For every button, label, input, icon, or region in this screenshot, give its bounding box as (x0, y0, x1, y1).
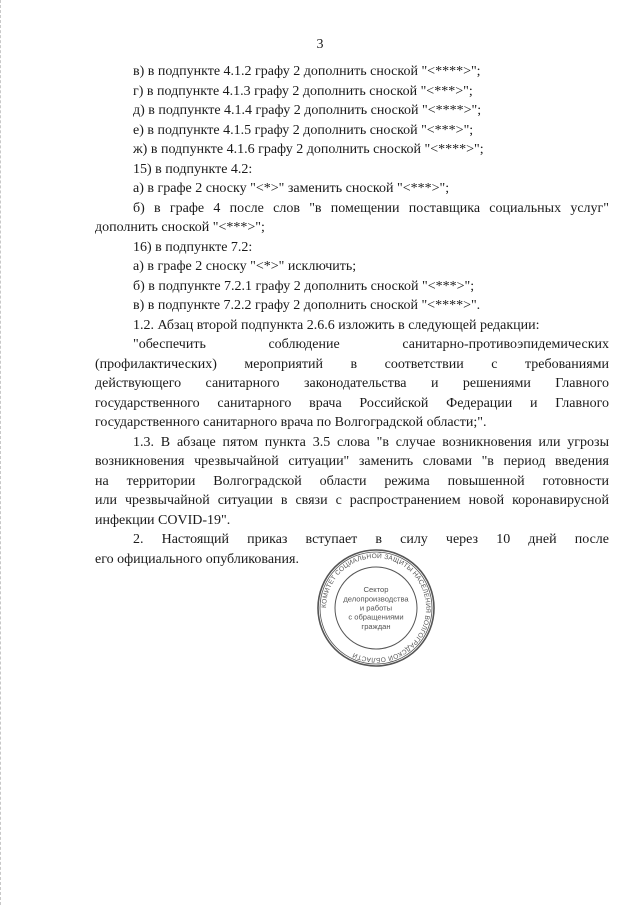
quoted-text: государственного санитарного врача по Волгоградской области;". (95, 415, 487, 430)
paragraph-1-3-text: или чрезвычайной ситуации в связи с распространением новой коронавирусной (95, 493, 609, 508)
paragraph-1-3-text: на территории Волгоградской области режима повышенной готовности (95, 473, 609, 489)
stamp-inner-line: Сектор (363, 585, 389, 595)
stamp-inner-line: с обращениями (348, 612, 404, 622)
amendment-line: дополнить сноской "<***>"; (95, 220, 265, 235)
paragraph-2-text: его официального опубликования. (95, 551, 299, 567)
official-stamp (316, 548, 436, 668)
amendment-line: в) в подпункте 4.1.2 графу 2 дополнить сноской "<****>"; (133, 64, 481, 79)
paragraph-1-3-text: 1.3. В абзаце пятом пункта 3.5 слова "в случае возникновения или угрозы (133, 434, 609, 450)
quoted-text: действующего санитарного законодательства и решениями Главного (95, 376, 609, 391)
scan-edge-marks (0, 0, 4, 905)
paragraph-1-3-text: возникновения чрезвычайной ситуации" заменить словами "в период введения (95, 454, 609, 469)
page-number: 3 (316, 37, 324, 52)
paragraph-1-3-text: инфекции COVID-19". (95, 512, 231, 528)
stamp-inner-line: и работы (359, 603, 393, 613)
amendment-line: ж) в подпункте 4.1.6 графу 2 дополнить сноской "<****>"; (133, 142, 484, 157)
subsection-heading: 15) в подпункте 4.2: (133, 161, 253, 177)
stamp-inner-line: граждан (361, 621, 391, 631)
quoted-text: государственного санитарного врача Российской Федерации и Главного (95, 395, 609, 411)
paragraph-1-2-lead: 1.2. Абзац второй подпункта 2.6.6 изложить в следующей редакции: (133, 317, 540, 333)
amendment-line: а) в графе 2 сноску "<*>" исключить; (133, 259, 357, 274)
quoted-text: "обеспечить соблюдение санитарно-противоэпидемических (133, 337, 609, 352)
subsection-heading: 16) в подпункте 7.2: (133, 239, 253, 255)
quoted-text: (профилактических) мероприятий в соответствии с требованиями (95, 356, 609, 372)
amendment-line: г) в подпункте 4.1.3 графу 2 дополнить сноской "<***>"; (133, 83, 473, 99)
amendment-line: а) в графе 2 сноску "<*>" заменить сноской "<***>"; (133, 181, 450, 196)
paragraph-2-text: 2. Настоящий приказ вступает в силу через 10 дней после (133, 532, 609, 547)
amendment-line: б) в подпункте 7.2.1 графу 2 дополнить сноской "<***>"; (133, 278, 475, 294)
stamp-inner-line: делопроизводства (343, 594, 409, 604)
stamp-ring-text: КОМИТЕТ СОЦИАЛЬНОЙ ЗАЩИТЫ НАСЕЛЕНИЯ ВОЛГОГРАДСКОЙ ОБЛАСТИ (320, 552, 432, 664)
amendment-line: б) в графе 4 после слов "в помещении поставщика социальных услуг" (133, 200, 609, 216)
amendment-line: д) в подпункте 4.1.4 графу 2 дополнить сноской "<****>"; (133, 103, 482, 118)
amendment-line: е) в подпункте 4.1.5 графу 2 дополнить сноской "<***>"; (133, 122, 474, 138)
amendment-line: в) в подпункте 7.2.2 графу 2 дополнить сноской "<****>". (133, 298, 481, 313)
